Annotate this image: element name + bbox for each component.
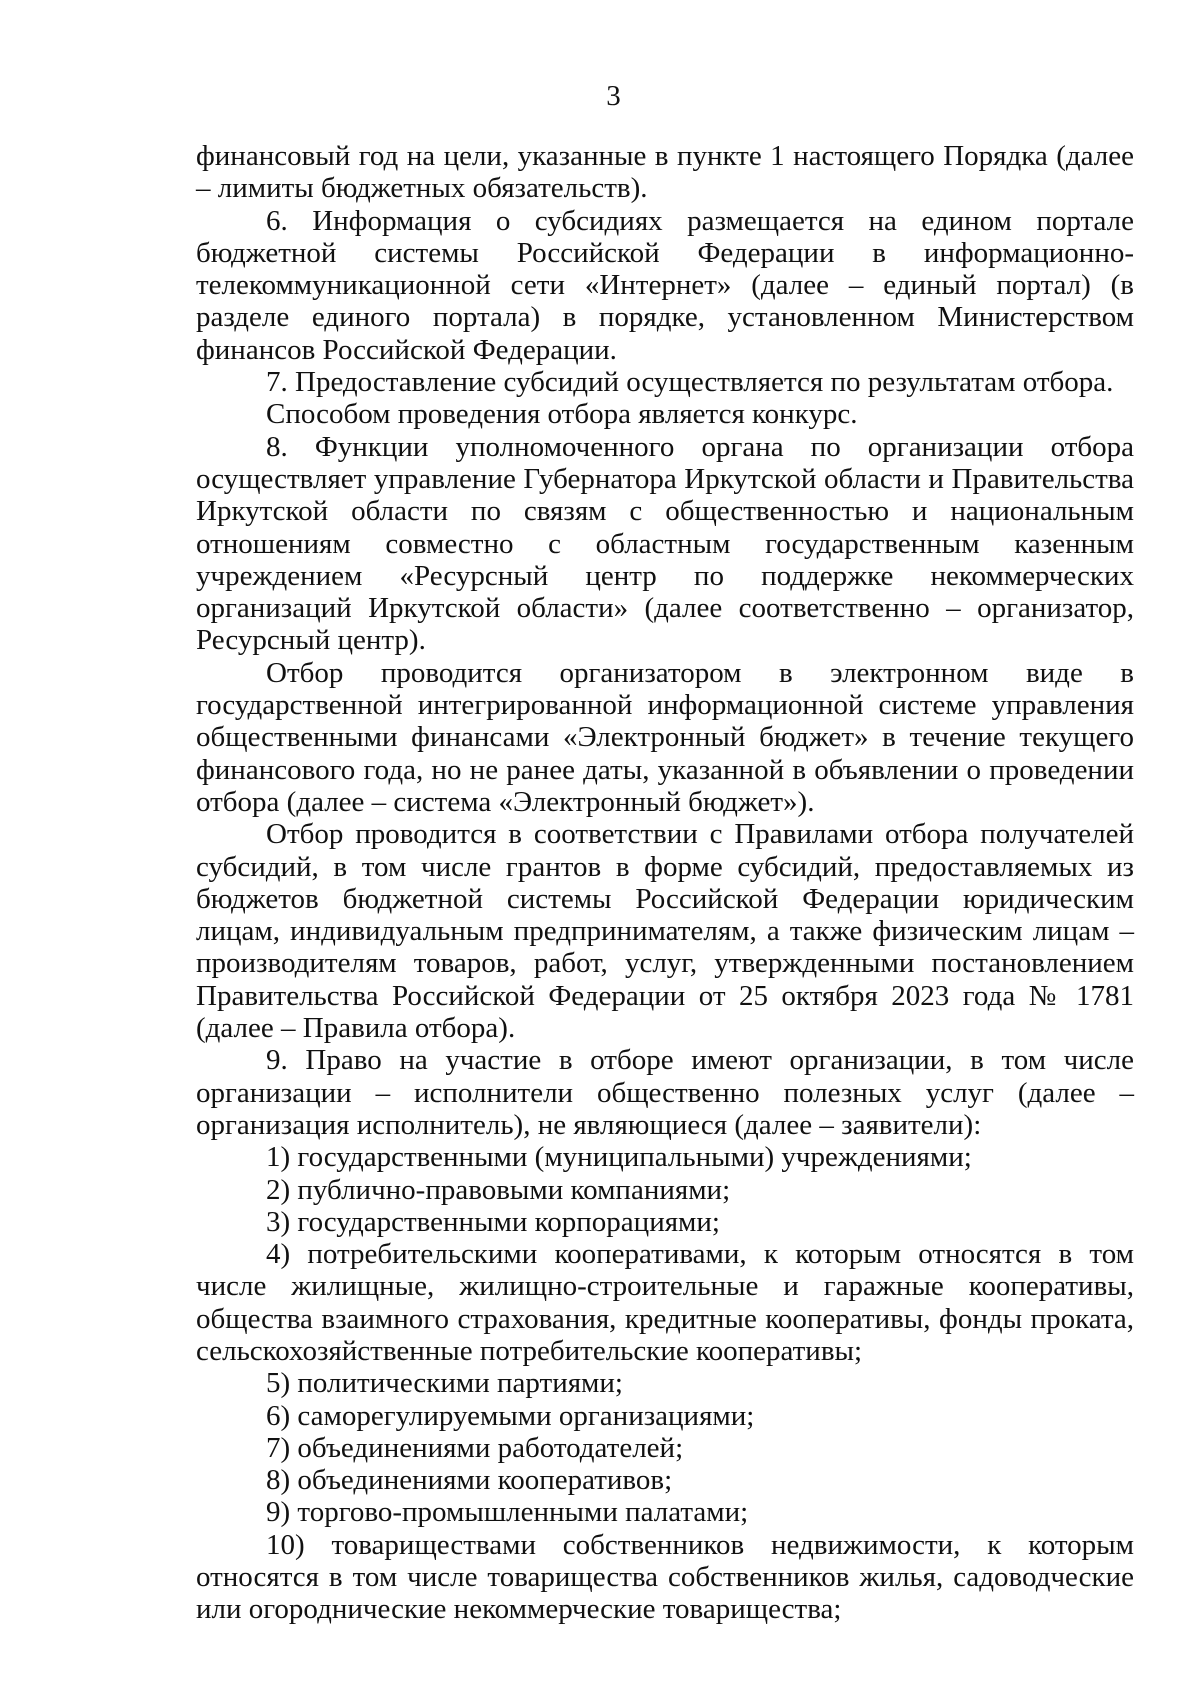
paragraph-item-8: 8. Функции уполномоченного органа по организации отбора осуществляет управление Губернатора Иркутской области и Правительства Иркутской области по связям с общественностью и национальным отношениям совместно с областным государственным казенным учреждением «Ресурсный центр по поддержке некоммерческих организаций Иркутской области» (далее соответственно – организатор, Ресурсный центр).: [196, 430, 1134, 657]
paragraph-item-9: 9. Право на участие в отборе имеют организации, в том числе организации – исполнители общественно полезных услуг (далее – организация исполнитель), не являющиеся (далее – заявители):: [196, 1044, 1134, 1141]
list-item-9: 9) торгово-промышленными палатами;: [266, 1496, 749, 1529]
list-item-7: 7) объединениями работодателей;: [266, 1431, 684, 1464]
page-number: 3: [606, 80, 621, 112]
paragraph-selection-electronic: Отбор проводится организатором в электронном виде в государственной интегрированной информационной системе управления общественными финансами «Электронный бюджет» в течение текущего финансового года, но не ранее даты, указанной в объявлении о проведении отбора (далее – система «Электронный бюджет»).: [196, 656, 1134, 818]
paragraph-item-7: 7. Предоставление субсидий осуществляется по результатам отбора.: [266, 366, 1114, 399]
paragraph-item-6: 6. Информация о субсидиях размещается на едином портале бюджетной системы Российской Федерации в информационно-телекоммуникационной сети «Интернет» (далее – единый портал) (в разделе единого портала) в порядке, установленном Министерством финансов Российской Федерации.: [196, 204, 1134, 366]
list-item-3: 3) государственными корпорациями;: [266, 1205, 720, 1238]
list-item-5: 5) политическими партиями;: [266, 1367, 623, 1400]
paragraph-selection-method: Способом проведения отбора является конкурс.: [266, 398, 858, 431]
list-item-8: 8) объединениями кооперативов;: [266, 1464, 673, 1497]
paragraph-continuation: финансовый год на цели, указанные в пункте 1 настоящего Порядка (далее – лимиты бюджетных обязательств).: [196, 140, 1134, 205]
list-item-10: 10) товариществами собственников недвижимости, к которым относятся в том числе товарищества собственников жилья, садоводческие или огороднические некоммерческие товарищества;: [196, 1528, 1134, 1626]
document-body: [196, 140, 1134, 1626]
paragraph-selection-rules: Отбор проводится в соответствии с Правилами отбора получателей субсидий, в том числе грантов в форме субсидий, предоставляемых из бюджетов бюджетной системы Российской Федерации юридическим лицам, индивидуальным предпринимателям, а также физическим лицам – производителям товаров, работ, услуг, утвержденными постановлением Правительства Российской Федерации от 25 октября 2023 года № 1781 (далее – Правила отбора).: [196, 818, 1134, 1045]
list-item-6: 6) саморегулируемыми организациями;: [266, 1399, 755, 1432]
list-item-2: 2) публично-правовыми компаниями;: [266, 1173, 731, 1206]
list-item-4: 4) потребительскими кооперативами, к которым относятся в том числе жилищные, жилищно-строительные и гаражные кооперативы, общества взаимного страхования, кредитные кооперативы, фонды проката, сельскохозяйственные потребительские кооперативы;: [196, 1238, 1134, 1367]
list-item-1: 1) государственными (муниципальными) учреждениями;: [266, 1141, 972, 1174]
